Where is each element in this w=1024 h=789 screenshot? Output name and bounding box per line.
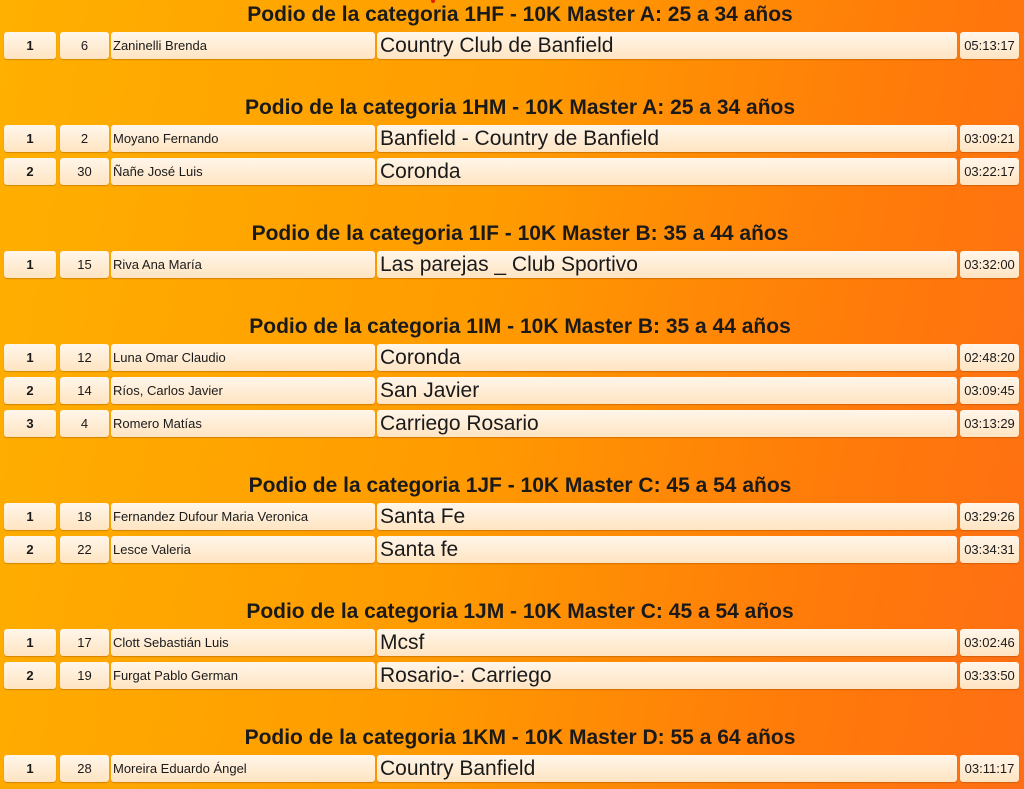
result-row bbox=[0, 375, 1024, 408]
position-cell: 2 bbox=[4, 158, 56, 185]
position-cell: 2 bbox=[4, 662, 56, 689]
section-gap bbox=[0, 567, 1024, 597]
category-section bbox=[0, 93, 1024, 189]
finish-time-cell: 03:34:31 bbox=[960, 536, 1019, 563]
category-title: Podio de la categoria 1JM - 10K Master C: 45 a 54 años bbox=[246, 600, 794, 623]
runner-name-cell: Ñañe José Luis bbox=[111, 158, 375, 185]
bib-number-cell: 12 bbox=[60, 344, 109, 371]
finish-time-cell: 03:32:00 bbox=[960, 251, 1019, 278]
category-section bbox=[0, 723, 1024, 786]
position-cell: 1 bbox=[4, 629, 56, 656]
club-cell: Las parejas _ Club Sportivo bbox=[377, 251, 957, 278]
category-title: Podio de la categoria 1KM - 10K Master D: 55 a 64 años bbox=[244, 726, 796, 749]
section-gap bbox=[0, 441, 1024, 471]
result-row bbox=[0, 408, 1024, 441]
club-cell: Santa Fe bbox=[377, 503, 957, 530]
finish-time-cell: 05:13:17 bbox=[960, 32, 1019, 59]
section-gap bbox=[0, 693, 1024, 723]
runner-name-cell: Luna Omar Claudio bbox=[111, 344, 375, 371]
bib-number-cell: 17 bbox=[60, 629, 109, 656]
result-row bbox=[0, 627, 1024, 660]
position-cell: 3 bbox=[4, 410, 56, 437]
finish-time-cell: 03:09:21 bbox=[960, 125, 1019, 152]
runner-name-cell: Zaninelli Brenda bbox=[111, 32, 375, 59]
runner-name-cell: Moyano Fernando bbox=[111, 125, 375, 152]
finish-time-cell: 02:48:20 bbox=[960, 344, 1019, 371]
runner-name-cell: Romero Matías bbox=[111, 410, 375, 437]
runner-name-cell: Fernandez Dufour Maria Veronica bbox=[111, 503, 375, 530]
club-cell: Banfield - Country de Banfield bbox=[377, 125, 957, 152]
result-row bbox=[0, 249, 1024, 282]
position-cell: 2 bbox=[4, 536, 56, 563]
finish-time-cell: 03:22:17 bbox=[960, 158, 1019, 185]
result-row bbox=[0, 660, 1024, 693]
club-cell: Coronda bbox=[377, 344, 957, 371]
result-row bbox=[0, 123, 1024, 156]
position-cell: 1 bbox=[4, 251, 56, 278]
finish-time-cell: 03:29:26 bbox=[960, 503, 1019, 530]
category-section bbox=[0, 219, 1024, 282]
category-title: Podio de la categoria 1HF - 10K Master A: 25 a 34 años bbox=[247, 3, 793, 26]
section-gap bbox=[0, 63, 1024, 93]
club-cell: Coronda bbox=[377, 158, 957, 185]
finish-time-cell: 03:02:46 bbox=[960, 629, 1019, 656]
club-cell: Carriego Rosario bbox=[377, 410, 957, 437]
club-cell: Country Club de Banfield bbox=[377, 32, 957, 59]
position-cell: 1 bbox=[4, 755, 56, 782]
bib-number-cell: 18 bbox=[60, 503, 109, 530]
section-gap bbox=[0, 282, 1024, 312]
club-cell: Santa fe bbox=[377, 536, 957, 563]
club-cell: San Javier bbox=[377, 377, 957, 404]
bib-number-cell: 19 bbox=[60, 662, 109, 689]
result-row bbox=[0, 534, 1024, 567]
position-cell: 1 bbox=[4, 32, 56, 59]
result-row bbox=[0, 30, 1024, 63]
club-cell: Mcsf bbox=[377, 629, 957, 656]
position-cell: 1 bbox=[4, 503, 56, 530]
category-title: Podio de la categoria 1IF - 10K Master B: 35 a 44 años bbox=[251, 222, 789, 245]
result-row bbox=[0, 342, 1024, 375]
position-cell: 2 bbox=[4, 377, 56, 404]
finish-time-cell: 03:09:45 bbox=[960, 377, 1019, 404]
category-section bbox=[0, 471, 1024, 567]
result-row bbox=[0, 753, 1024, 786]
category-section bbox=[0, 597, 1024, 693]
bib-number-cell: 4 bbox=[60, 410, 109, 437]
result-row bbox=[0, 156, 1024, 189]
position-cell: 1 bbox=[4, 125, 56, 152]
runner-name-cell: Furgat Pablo German bbox=[111, 662, 375, 689]
category-title: Podio de la categoria 1HM - 10K Master A: 25 a 34 años bbox=[244, 96, 796, 119]
runner-name-cell: Lesce Valeria bbox=[111, 536, 375, 563]
category-title: Podio de la categoria 1IM - 10K Master B: 35 a 44 años bbox=[249, 315, 791, 338]
result-row bbox=[0, 501, 1024, 534]
finish-time-cell: 03:33:50 bbox=[960, 662, 1019, 689]
category-title: Podio de la categoria 1JF - 10K Master C: 45 a 54 años bbox=[248, 474, 792, 497]
club-cell: Country Banfield bbox=[377, 755, 957, 782]
bib-number-cell: 6 bbox=[60, 32, 109, 59]
bib-number-cell: 14 bbox=[60, 377, 109, 404]
category-section bbox=[0, 312, 1024, 441]
bib-number-cell: 22 bbox=[60, 536, 109, 563]
club-cell: Rosario-: Carriego bbox=[377, 662, 957, 689]
bib-number-cell: 2 bbox=[60, 125, 109, 152]
runner-name-cell: Clott Sebastián Luis bbox=[111, 629, 375, 656]
section-gap bbox=[0, 189, 1024, 219]
runner-name-cell: Riva Ana María bbox=[111, 251, 375, 278]
category-section bbox=[0, 0, 1024, 63]
runner-name-cell: Ríos, Carlos Javier bbox=[111, 377, 375, 404]
bib-number-cell: 28 bbox=[60, 755, 109, 782]
position-cell: 1 bbox=[4, 344, 56, 371]
bib-number-cell: 30 bbox=[60, 158, 109, 185]
runner-name-cell: Moreira Eduardo Ángel bbox=[111, 755, 375, 782]
finish-time-cell: 03:11:17 bbox=[960, 755, 1019, 782]
bib-number-cell: 15 bbox=[60, 251, 109, 278]
finish-time-cell: 03:13:29 bbox=[960, 410, 1019, 437]
